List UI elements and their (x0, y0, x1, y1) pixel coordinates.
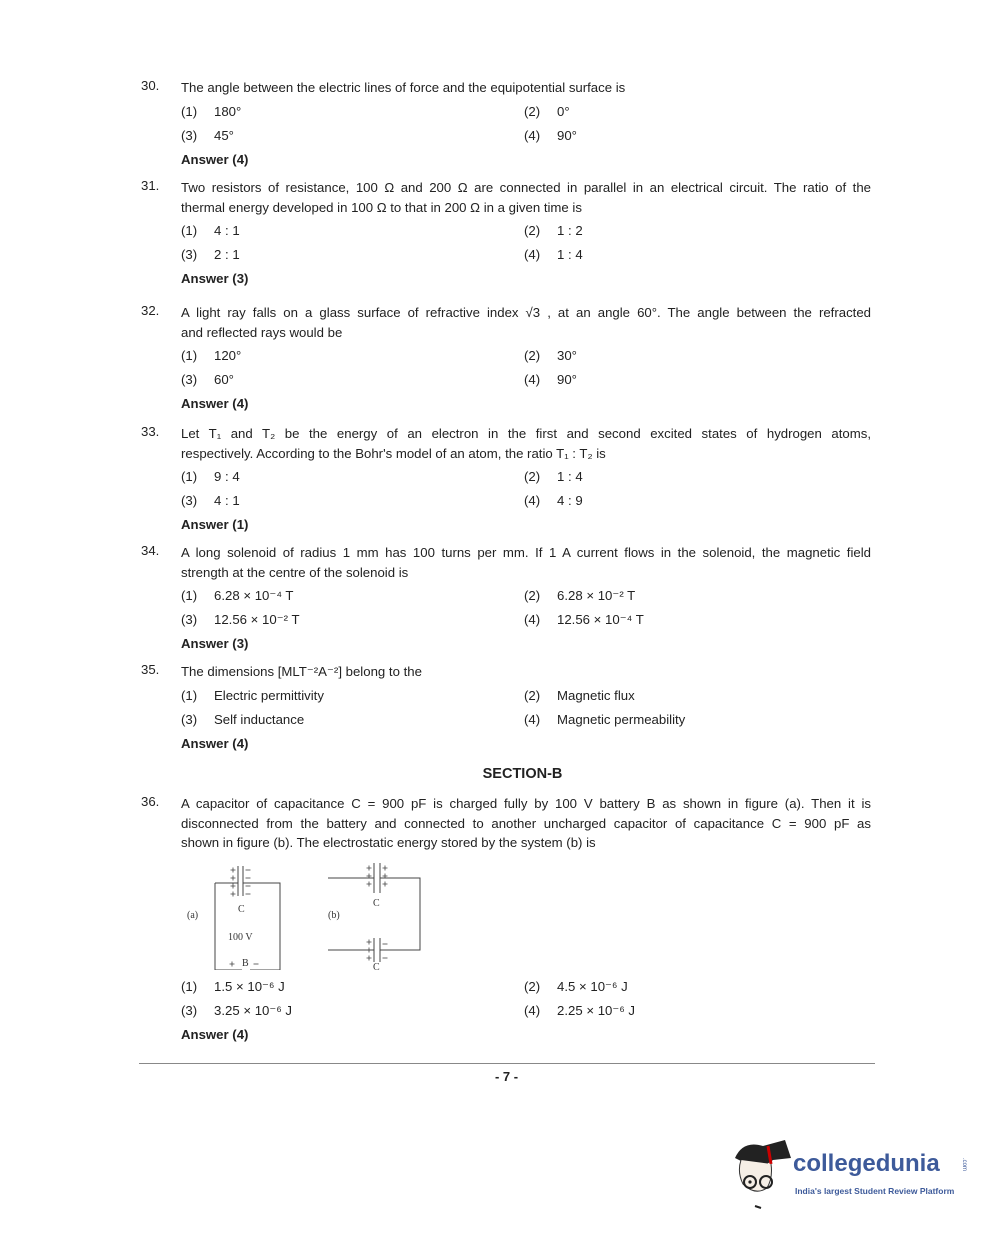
answer-option (524, 493, 583, 508)
option-text: Magnetic permeability (557, 711, 686, 727)
option-number: (4) (524, 247, 541, 262)
option-number: (1) (181, 223, 198, 238)
option-text: 12.56 × 10⁻⁴ T (557, 612, 644, 627)
answer-key: Answer (4) (181, 735, 249, 751)
answer-option (524, 712, 685, 727)
answer-key: Answer (1) (181, 517, 249, 532)
answer-option (181, 979, 285, 995)
answer-option (181, 1003, 292, 1019)
option-text: 6.28 × 10⁻² T (557, 588, 636, 603)
question-text-line: A capacitor of capacitance C = 900 pF is charged fully by 100 V battery B as shown in figure (a). Then it is (181, 796, 871, 811)
option-number: (2) (524, 103, 541, 119)
option-text: 4 : 1 (214, 493, 240, 508)
question-text-line: respectively. According to the Bohr's model of an atom, the ratio T₁ : T₂ is (181, 445, 606, 461)
option-number: (1) (181, 588, 198, 603)
option-text: 45° (214, 127, 234, 143)
option-number: (3) (181, 372, 198, 387)
answer-option (181, 348, 241, 363)
answer-option (181, 493, 240, 508)
option-number: (1) (181, 469, 198, 484)
option-text: 120° (214, 348, 242, 363)
answer-option (524, 372, 577, 387)
option-number: (2) (524, 588, 541, 603)
option-text: 3.25 × 10⁻⁶ J (214, 1003, 293, 1018)
answer-key: Answer (3) (181, 271, 249, 286)
option-text: 90° (557, 127, 577, 143)
plus-mark (367, 882, 372, 887)
option-text: 0° (557, 103, 570, 119)
option-number: (2) (524, 687, 541, 703)
answer-option (181, 588, 293, 604)
option-number: (2) (524, 469, 541, 484)
question-text-line: The angle between the electric lines of force and the equipotential surface is (181, 80, 626, 95)
plus-mark (383, 866, 388, 871)
question-text-line: strength at the centre of the solenoid is (181, 564, 409, 580)
option-text: Self inductance (214, 711, 305, 727)
question-text-line: A long solenoid of radius 1 mm has 100 turns per mm. If 1 A current flows in the solenoid, the magnetic field (181, 545, 871, 560)
answer-option (524, 223, 583, 238)
figure-label-b: (b) (328, 910, 340, 921)
option-number: (1) (181, 103, 198, 119)
option-text: 1 : 2 (557, 223, 583, 238)
question-text-line: shown in figure (b). The electrostatic energy stored by the system (b) is (181, 835, 596, 850)
option-number: (3) (181, 127, 198, 143)
option-text: 1 : 4 (557, 247, 583, 262)
question-number: 32. (141, 303, 160, 318)
footer-divider (139, 1063, 875, 1064)
battery-voltage-label: 100 V (228, 932, 253, 943)
option-text: Magnetic flux (557, 687, 635, 703)
question-number: 35. (141, 662, 160, 677)
cap-label-a: C (238, 904, 245, 915)
option-text: 12.56 × 10⁻² T (214, 612, 300, 627)
logo-tagline: India's largest Student Review Platform (795, 1186, 955, 1196)
question-text-line: disconnected from the battery and connected to another uncharged capacitor of capacitance C = 900 pF as (181, 815, 871, 831)
answer-option (181, 104, 241, 119)
option-text: 4 : 9 (557, 493, 583, 508)
answer-option (181, 612, 300, 628)
option-text: 90° (557, 372, 577, 387)
plus-mark (367, 866, 372, 871)
answer-option (181, 128, 234, 143)
option-number: (3) (181, 612, 198, 627)
answer-option (181, 372, 234, 387)
logo-suffix: .com (961, 1158, 967, 1172)
answer-option (524, 128, 577, 143)
answer-key: Answer (3) (181, 636, 249, 651)
option-text: 9 : 4 (214, 469, 240, 484)
option-number: (2) (524, 979, 541, 994)
collegedunia-logo (733, 1138, 988, 1213)
option-number: (4) (524, 711, 541, 727)
answer-option (524, 979, 628, 995)
option-text: 1 : 4 (557, 469, 583, 484)
answer-option (524, 688, 635, 703)
cap-label-b1: C (373, 898, 380, 909)
option-number: (2) (524, 348, 541, 363)
answer-option (524, 469, 583, 484)
answer-option (181, 688, 324, 703)
option-number: (1) (181, 979, 198, 994)
option-number: (3) (181, 1003, 198, 1018)
answer-option (524, 247, 583, 262)
answer-option (524, 612, 644, 628)
battery-name-label: B (242, 958, 249, 969)
question-number: 34. (141, 543, 160, 558)
question-number: 36. (141, 794, 160, 809)
option-text: 2 : 1 (214, 247, 240, 262)
plus-mark (231, 892, 236, 897)
option-number: (1) (181, 687, 198, 703)
option-number: (4) (524, 612, 541, 627)
option-number: (4) (524, 493, 541, 508)
option-number: (3) (181, 711, 198, 727)
plus-mark (230, 962, 235, 967)
plus-mark (231, 884, 236, 889)
figure-label-a: (a) (187, 910, 199, 921)
question-number: 30. (141, 78, 160, 93)
answer-option (181, 247, 240, 262)
option-text: 1.5 × 10⁻⁶ J (214, 979, 285, 994)
answer-option (181, 712, 304, 727)
question-text-line: Two resistors of resistance, 100 Ω and 200 Ω are connected in parallel in an electrical circuit. The ratio of the (181, 180, 871, 195)
plus-mark (231, 868, 236, 873)
option-text: 2.25 × 10⁻⁶ J (557, 1003, 636, 1018)
plus-mark (383, 882, 388, 887)
answer-option (524, 104, 570, 119)
question-text-line: The dimensions [MLT⁻²A⁻²] belong to the (181, 664, 422, 679)
option-number: (4) (524, 1003, 541, 1018)
option-number: (4) (524, 372, 541, 387)
question-text-line: thermal energy developed in 100 Ω to that in 200 Ω in a given time is (181, 199, 582, 215)
logo-brand-text: collegedunia (793, 1150, 940, 1177)
circuit-figure (180, 858, 440, 970)
answer-option (181, 469, 240, 484)
question-text-line: Let T₁ and T₂ be the energy of an electron in the first and second excited states of hydrogen atoms, (181, 426, 871, 441)
section-heading: SECTION-B (482, 766, 563, 782)
option-text: 180° (214, 103, 242, 119)
plus-mark (367, 956, 372, 961)
option-number: (4) (524, 127, 541, 143)
mascot-icon (733, 1138, 793, 1213)
question-text-line: A light ray falls on a glass surface of refractive index √3 , at an angle 60°. The angle between the refracted (181, 305, 871, 320)
page-number: - 7 - (494, 1069, 519, 1084)
answer-option (524, 588, 635, 604)
charge-marks (230, 866, 388, 967)
question-text-line: and reflected rays would be (181, 324, 343, 340)
answer-key: Answer (4) (181, 1027, 249, 1042)
plus-mark (367, 940, 372, 945)
cap-label-b2: C (373, 962, 380, 970)
option-text: Electric permittivity (214, 687, 324, 703)
option-text: 4 : 1 (214, 223, 240, 238)
answer-key: Answer (4) (181, 151, 249, 167)
answer-option (524, 1003, 635, 1019)
option-text: 60° (214, 372, 234, 387)
plus-mark (367, 948, 372, 953)
option-text: 6.28 × 10⁻⁴ T (214, 588, 294, 603)
option-number: (1) (181, 348, 198, 363)
answer-option (524, 348, 577, 363)
question-number: 33. (141, 424, 160, 439)
circuit-wires (215, 863, 420, 970)
option-number: (2) (524, 223, 541, 238)
answer-option (181, 223, 240, 238)
option-text: 30° (557, 348, 577, 363)
question-number: 31. (141, 178, 160, 193)
option-number: (3) (181, 247, 198, 262)
plus-mark (231, 876, 236, 881)
option-text: 4.5 × 10⁻⁶ J (557, 979, 628, 994)
answer-key: Answer (4) (181, 396, 249, 411)
option-number: (3) (181, 493, 198, 508)
